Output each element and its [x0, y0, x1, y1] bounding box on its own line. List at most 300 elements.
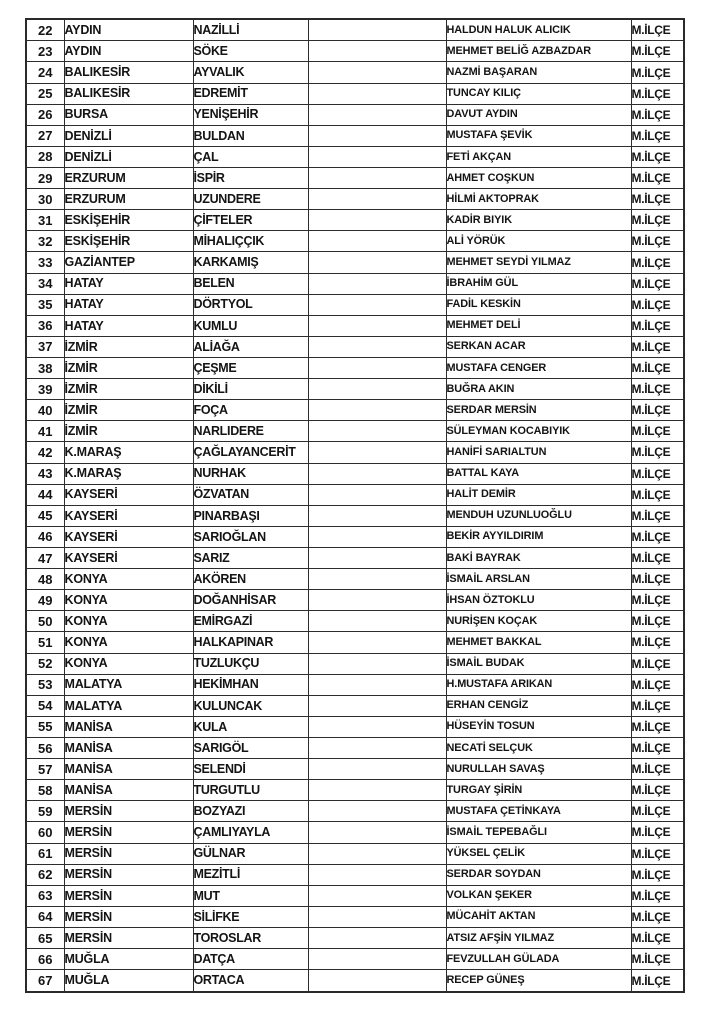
row-number-cell: 32 — [26, 231, 64, 252]
row-number-cell: 22 — [26, 19, 64, 41]
empty-cell — [308, 801, 446, 822]
table-row — [26, 294, 684, 315]
status-cell: M.İLÇE — [631, 547, 684, 568]
province-cell: MERSİN — [64, 906, 193, 927]
status-cell: M.İLÇE — [631, 442, 684, 463]
empty-cell — [308, 653, 446, 674]
province-cell: DENİZLİ — [64, 146, 193, 167]
district-cell: MUT — [193, 885, 308, 906]
table-row — [26, 801, 684, 822]
empty-cell — [308, 695, 446, 716]
district-cell: KARKAMIŞ — [193, 252, 308, 273]
table-row — [26, 379, 684, 400]
province-cell: İZMİR — [64, 379, 193, 400]
person-name-cell: MENDUH UZUNLUOĞLU — [446, 505, 631, 526]
row-number-cell: 43 — [26, 463, 64, 484]
table-row — [26, 252, 684, 273]
district-cell: AKÖREN — [193, 569, 308, 590]
empty-cell — [308, 463, 446, 484]
province-cell: GAZİANTEP — [64, 252, 193, 273]
district-cell: ÇAL — [193, 146, 308, 167]
person-name-cell: HANİFİ SARIALTUN — [446, 442, 631, 463]
district-cell: PINARBAŞI — [193, 505, 308, 526]
row-number-cell: 62 — [26, 864, 64, 885]
row-number-cell: 52 — [26, 653, 64, 674]
province-cell: K.MARAŞ — [64, 463, 193, 484]
empty-cell — [308, 526, 446, 547]
row-number-cell: 49 — [26, 590, 64, 611]
empty-cell — [308, 273, 446, 294]
province-cell: MUĞLA — [64, 970, 193, 992]
province-cell: KONYA — [64, 569, 193, 590]
row-number-cell: 46 — [26, 526, 64, 547]
district-cell: TOROSLAR — [193, 927, 308, 948]
row-number-cell: 67 — [26, 970, 64, 992]
status-cell: M.İLÇE — [631, 463, 684, 484]
table-row — [26, 83, 684, 104]
row-number-cell: 65 — [26, 927, 64, 948]
row-number-cell: 36 — [26, 315, 64, 336]
row-number-cell: 50 — [26, 611, 64, 632]
district-cell: AYVALIK — [193, 62, 308, 83]
person-name-cell: RECEP GÜNEŞ — [446, 970, 631, 992]
person-name-cell: HALİT DEMİR — [446, 484, 631, 505]
province-cell: İZMİR — [64, 358, 193, 379]
province-cell: MERSİN — [64, 843, 193, 864]
person-name-cell: TUNCAY KILIÇ — [446, 83, 631, 104]
table-row — [26, 125, 684, 146]
district-cell: BULDAN — [193, 125, 308, 146]
row-number-cell: 29 — [26, 168, 64, 189]
province-cell: MANİSA — [64, 780, 193, 801]
district-cell: ÇAĞLAYANCERİT — [193, 442, 308, 463]
status-cell: M.İLÇE — [631, 400, 684, 421]
district-cell: NURHAK — [193, 463, 308, 484]
row-number-cell: 64 — [26, 906, 64, 927]
row-number-cell: 28 — [26, 146, 64, 167]
province-cell: HATAY — [64, 273, 193, 294]
row-number-cell: 27 — [26, 125, 64, 146]
person-name-cell: SÜLEYMAN KOCABIYIK — [446, 421, 631, 442]
status-cell: M.İLÇE — [631, 906, 684, 927]
status-cell: M.İLÇE — [631, 632, 684, 653]
district-cell: TURGUTLU — [193, 780, 308, 801]
district-cell: BOZYAZI — [193, 801, 308, 822]
roster-table-body — [26, 19, 684, 992]
row-number-cell: 59 — [26, 801, 64, 822]
row-number-cell: 41 — [26, 421, 64, 442]
status-cell: M.İLÇE — [631, 695, 684, 716]
person-name-cell: VOLKAN ŞEKER — [446, 885, 631, 906]
person-name-cell: H.MUSTAFA ARIKAN — [446, 674, 631, 695]
province-cell: KAYSERİ — [64, 526, 193, 547]
province-cell: MUĞLA — [64, 949, 193, 970]
empty-cell — [308, 294, 446, 315]
person-name-cell: İHSAN ÖZTOKLU — [446, 590, 631, 611]
person-name-cell: SERDAR MERSİN — [446, 400, 631, 421]
table-row — [26, 358, 684, 379]
province-cell: KAYSERİ — [64, 547, 193, 568]
table-row — [26, 19, 684, 41]
empty-cell — [308, 168, 446, 189]
status-cell: M.İLÇE — [631, 526, 684, 547]
person-name-cell: YÜKSEL ÇELİK — [446, 843, 631, 864]
province-cell: MERSİN — [64, 927, 193, 948]
row-number-cell: 42 — [26, 442, 64, 463]
province-cell: MERSİN — [64, 801, 193, 822]
status-cell: M.İLÇE — [631, 41, 684, 62]
status-cell: M.İLÇE — [631, 780, 684, 801]
province-cell: HATAY — [64, 294, 193, 315]
person-name-cell: ATSIZ AFŞİN YILMAZ — [446, 927, 631, 948]
province-cell: K.MARAŞ — [64, 442, 193, 463]
province-cell: MANİSA — [64, 716, 193, 737]
table-row — [26, 822, 684, 843]
person-name-cell: DAVUT AYDIN — [446, 104, 631, 125]
district-cell: BELEN — [193, 273, 308, 294]
row-number-cell: 44 — [26, 484, 64, 505]
person-name-cell: MEHMET SEYDİ YILMAZ — [446, 252, 631, 273]
district-cell: EDREMİT — [193, 83, 308, 104]
province-cell: AYDIN — [64, 41, 193, 62]
table-row — [26, 442, 684, 463]
empty-cell — [308, 927, 446, 948]
person-name-cell: İSMAİL TEPEBAĞLI — [446, 822, 631, 843]
province-cell: MANİSA — [64, 737, 193, 758]
roster-table — [25, 18, 685, 993]
status-cell: M.İLÇE — [631, 864, 684, 885]
status-cell: M.İLÇE — [631, 294, 684, 315]
person-name-cell: FEVZULLAH GÜLADA — [446, 949, 631, 970]
table-row — [26, 864, 684, 885]
empty-cell — [308, 442, 446, 463]
table-row — [26, 463, 684, 484]
empty-cell — [308, 547, 446, 568]
empty-cell — [308, 885, 446, 906]
row-number-cell: 60 — [26, 822, 64, 843]
person-name-cell: İBRAHİM GÜL — [446, 273, 631, 294]
row-number-cell: 58 — [26, 780, 64, 801]
district-cell: KULA — [193, 716, 308, 737]
district-cell: SARIGÖL — [193, 737, 308, 758]
table-row — [26, 737, 684, 758]
district-cell: ALİAĞA — [193, 336, 308, 357]
row-number-cell: 40 — [26, 400, 64, 421]
district-cell: FOÇA — [193, 400, 308, 421]
row-number-cell: 61 — [26, 843, 64, 864]
table-row — [26, 168, 684, 189]
province-cell: MERSİN — [64, 885, 193, 906]
table-row — [26, 927, 684, 948]
status-cell: M.İLÇE — [631, 885, 684, 906]
person-name-cell: ALİ YÖRÜK — [446, 231, 631, 252]
status-cell: M.İLÇE — [631, 653, 684, 674]
district-cell: TUZLUKÇU — [193, 653, 308, 674]
district-cell: ÇİFTELER — [193, 210, 308, 231]
empty-cell — [308, 83, 446, 104]
district-cell: SÖKE — [193, 41, 308, 62]
row-number-cell: 48 — [26, 569, 64, 590]
status-cell: M.İLÇE — [631, 315, 684, 336]
table-row — [26, 653, 684, 674]
status-cell: M.İLÇE — [631, 358, 684, 379]
province-cell: İZMİR — [64, 336, 193, 357]
province-cell: ERZURUM — [64, 189, 193, 210]
district-cell: SELENDİ — [193, 759, 308, 780]
person-name-cell: MEHMET DELİ — [446, 315, 631, 336]
empty-cell — [308, 231, 446, 252]
empty-cell — [308, 949, 446, 970]
table-row — [26, 970, 684, 992]
district-cell: KULUNCAK — [193, 695, 308, 716]
empty-cell — [308, 590, 446, 611]
person-name-cell: MÜCAHİT AKTAN — [446, 906, 631, 927]
empty-cell — [308, 19, 446, 41]
district-cell: NARLIDERE — [193, 421, 308, 442]
empty-cell — [308, 484, 446, 505]
table-row — [26, 843, 684, 864]
empty-cell — [308, 759, 446, 780]
status-cell: M.İLÇE — [631, 104, 684, 125]
empty-cell — [308, 906, 446, 927]
table-row — [26, 949, 684, 970]
table-row — [26, 421, 684, 442]
empty-cell — [308, 104, 446, 125]
status-cell: M.İLÇE — [631, 252, 684, 273]
district-cell: DİKİLİ — [193, 379, 308, 400]
person-name-cell: BEKİR AYYILDIRIM — [446, 526, 631, 547]
person-name-cell: NECATİ SELÇUK — [446, 737, 631, 758]
status-cell: M.İLÇE — [631, 611, 684, 632]
empty-cell — [308, 864, 446, 885]
table-row — [26, 780, 684, 801]
district-cell: DATÇA — [193, 949, 308, 970]
row-number-cell: 57 — [26, 759, 64, 780]
person-name-cell: MUSTAFA ŞEVİK — [446, 125, 631, 146]
province-cell: AYDIN — [64, 19, 193, 41]
table-row — [26, 41, 684, 62]
row-number-cell: 30 — [26, 189, 64, 210]
table-row — [26, 632, 684, 653]
empty-cell — [308, 780, 446, 801]
table-row — [26, 716, 684, 737]
table-row — [26, 146, 684, 167]
table-row — [26, 273, 684, 294]
empty-cell — [308, 358, 446, 379]
status-cell: M.İLÇE — [631, 146, 684, 167]
district-cell: SİLİFKE — [193, 906, 308, 927]
status-cell: M.İLÇE — [631, 569, 684, 590]
row-number-cell: 54 — [26, 695, 64, 716]
person-name-cell: MEHMET BELİĞ AZBAZDAR — [446, 41, 631, 62]
empty-cell — [308, 125, 446, 146]
row-number-cell: 45 — [26, 505, 64, 526]
empty-cell — [308, 505, 446, 526]
row-number-cell: 37 — [26, 336, 64, 357]
province-cell: BALIKESİR — [64, 83, 193, 104]
province-cell: DENİZLİ — [64, 125, 193, 146]
row-number-cell: 24 — [26, 62, 64, 83]
empty-cell — [308, 315, 446, 336]
row-number-cell: 34 — [26, 273, 64, 294]
person-name-cell: İSMAİL ARSLAN — [446, 569, 631, 590]
person-name-cell: BUĞRA AKIN — [446, 379, 631, 400]
province-cell: KONYA — [64, 632, 193, 653]
empty-cell — [308, 822, 446, 843]
province-cell: İZMİR — [64, 421, 193, 442]
person-name-cell: NURULLAH SAVAŞ — [446, 759, 631, 780]
empty-cell — [308, 189, 446, 210]
status-cell: M.İLÇE — [631, 801, 684, 822]
empty-cell — [308, 146, 446, 167]
table-row — [26, 231, 684, 252]
province-cell: MERSİN — [64, 864, 193, 885]
status-cell: M.İLÇE — [631, 590, 684, 611]
province-cell: KONYA — [64, 653, 193, 674]
district-cell: İSPİR — [193, 168, 308, 189]
district-cell: KUMLU — [193, 315, 308, 336]
person-name-cell: NURİŞEN KOÇAK — [446, 611, 631, 632]
district-cell: MEZİTLİ — [193, 864, 308, 885]
person-name-cell: MUSTAFA CENGER — [446, 358, 631, 379]
table-row — [26, 674, 684, 695]
empty-cell — [308, 737, 446, 758]
status-cell: M.İLÇE — [631, 273, 684, 294]
district-cell: ÇAMLIYAYLA — [193, 822, 308, 843]
district-cell: SARIZ — [193, 547, 308, 568]
table-row — [26, 611, 684, 632]
row-number-cell: 53 — [26, 674, 64, 695]
status-cell: M.İLÇE — [631, 949, 684, 970]
person-name-cell: KADİR BIYIK — [446, 210, 631, 231]
province-cell: İZMİR — [64, 400, 193, 421]
status-cell: M.İLÇE — [631, 83, 684, 104]
row-number-cell: 39 — [26, 379, 64, 400]
table-row — [26, 906, 684, 927]
person-name-cell: MEHMET BAKKAL — [446, 632, 631, 653]
empty-cell — [308, 970, 446, 992]
person-name-cell: TURGAY ŞİRİN — [446, 780, 631, 801]
empty-cell — [308, 716, 446, 737]
person-name-cell: İSMAİL BUDAK — [446, 653, 631, 674]
status-cell: M.İLÇE — [631, 822, 684, 843]
status-cell: M.İLÇE — [631, 505, 684, 526]
table-row — [26, 569, 684, 590]
row-number-cell: 47 — [26, 547, 64, 568]
person-name-cell: ERHAN CENGİZ — [446, 695, 631, 716]
district-cell: HALKAPINAR — [193, 632, 308, 653]
table-row — [26, 547, 684, 568]
table-row — [26, 590, 684, 611]
empty-cell — [308, 379, 446, 400]
empty-cell — [308, 611, 446, 632]
person-name-cell: AHMET COŞKUN — [446, 168, 631, 189]
district-cell: UZUNDERE — [193, 189, 308, 210]
district-cell: ÇEŞME — [193, 358, 308, 379]
empty-cell — [308, 210, 446, 231]
status-cell: M.İLÇE — [631, 336, 684, 357]
table-row — [26, 759, 684, 780]
province-cell: KAYSERİ — [64, 505, 193, 526]
status-cell: M.İLÇE — [631, 927, 684, 948]
empty-cell — [308, 632, 446, 653]
empty-cell — [308, 336, 446, 357]
district-cell: GÜLNAR — [193, 843, 308, 864]
person-name-cell: MUSTAFA ÇETİNKAYA — [446, 801, 631, 822]
province-cell: KONYA — [64, 590, 193, 611]
status-cell: M.İLÇE — [631, 125, 684, 146]
province-cell: BURSA — [64, 104, 193, 125]
person-name-cell: HALDUN HALUK ALICIK — [446, 19, 631, 41]
person-name-cell: BAKİ BAYRAK — [446, 547, 631, 568]
status-cell: M.İLÇE — [631, 168, 684, 189]
province-cell: KONYA — [64, 611, 193, 632]
row-number-cell: 35 — [26, 294, 64, 315]
province-cell: KAYSERİ — [64, 484, 193, 505]
district-cell: MİHALIÇÇIK — [193, 231, 308, 252]
table-row — [26, 695, 684, 716]
row-number-cell: 55 — [26, 716, 64, 737]
district-cell: DÖRTYOL — [193, 294, 308, 315]
province-cell: ESKİŞEHİR — [64, 210, 193, 231]
row-number-cell: 56 — [26, 737, 64, 758]
table-row — [26, 484, 684, 505]
status-cell: M.İLÇE — [631, 231, 684, 252]
district-cell: EMİRGAZİ — [193, 611, 308, 632]
empty-cell — [308, 421, 446, 442]
table-row — [26, 189, 684, 210]
table-row — [26, 104, 684, 125]
row-number-cell: 33 — [26, 252, 64, 273]
status-cell: M.İLÇE — [631, 970, 684, 992]
person-name-cell: NAZMİ BAŞARAN — [446, 62, 631, 83]
province-cell: MERSİN — [64, 822, 193, 843]
row-number-cell: 26 — [26, 104, 64, 125]
row-number-cell: 31 — [26, 210, 64, 231]
table-row — [26, 336, 684, 357]
empty-cell — [308, 400, 446, 421]
status-cell: M.İLÇE — [631, 19, 684, 41]
district-cell: ORTACA — [193, 970, 308, 992]
person-name-cell: HÜSEYİN TOSUN — [446, 716, 631, 737]
province-cell: ESKİŞEHİR — [64, 231, 193, 252]
status-cell: M.İLÇE — [631, 421, 684, 442]
row-number-cell: 23 — [26, 41, 64, 62]
status-cell: M.İLÇE — [631, 843, 684, 864]
empty-cell — [308, 843, 446, 864]
table-row — [26, 526, 684, 547]
person-name-cell: SERKAN ACAR — [446, 336, 631, 357]
table-row — [26, 505, 684, 526]
row-number-cell: 25 — [26, 83, 64, 104]
person-name-cell: HİLMİ AKTOPRAK — [446, 189, 631, 210]
province-cell: BALIKESİR — [64, 62, 193, 83]
table-row — [26, 400, 684, 421]
person-name-cell: SERDAR SOYDAN — [446, 864, 631, 885]
district-cell: ÖZVATAN — [193, 484, 308, 505]
row-number-cell: 66 — [26, 949, 64, 970]
empty-cell — [308, 62, 446, 83]
empty-cell — [308, 569, 446, 590]
table-row — [26, 315, 684, 336]
status-cell: M.İLÇE — [631, 759, 684, 780]
row-number-cell: 38 — [26, 358, 64, 379]
province-cell: MANİSA — [64, 759, 193, 780]
row-number-cell: 63 — [26, 885, 64, 906]
status-cell: M.İLÇE — [631, 484, 684, 505]
district-cell: NAZİLLİ — [193, 19, 308, 41]
status-cell: M.İLÇE — [631, 189, 684, 210]
